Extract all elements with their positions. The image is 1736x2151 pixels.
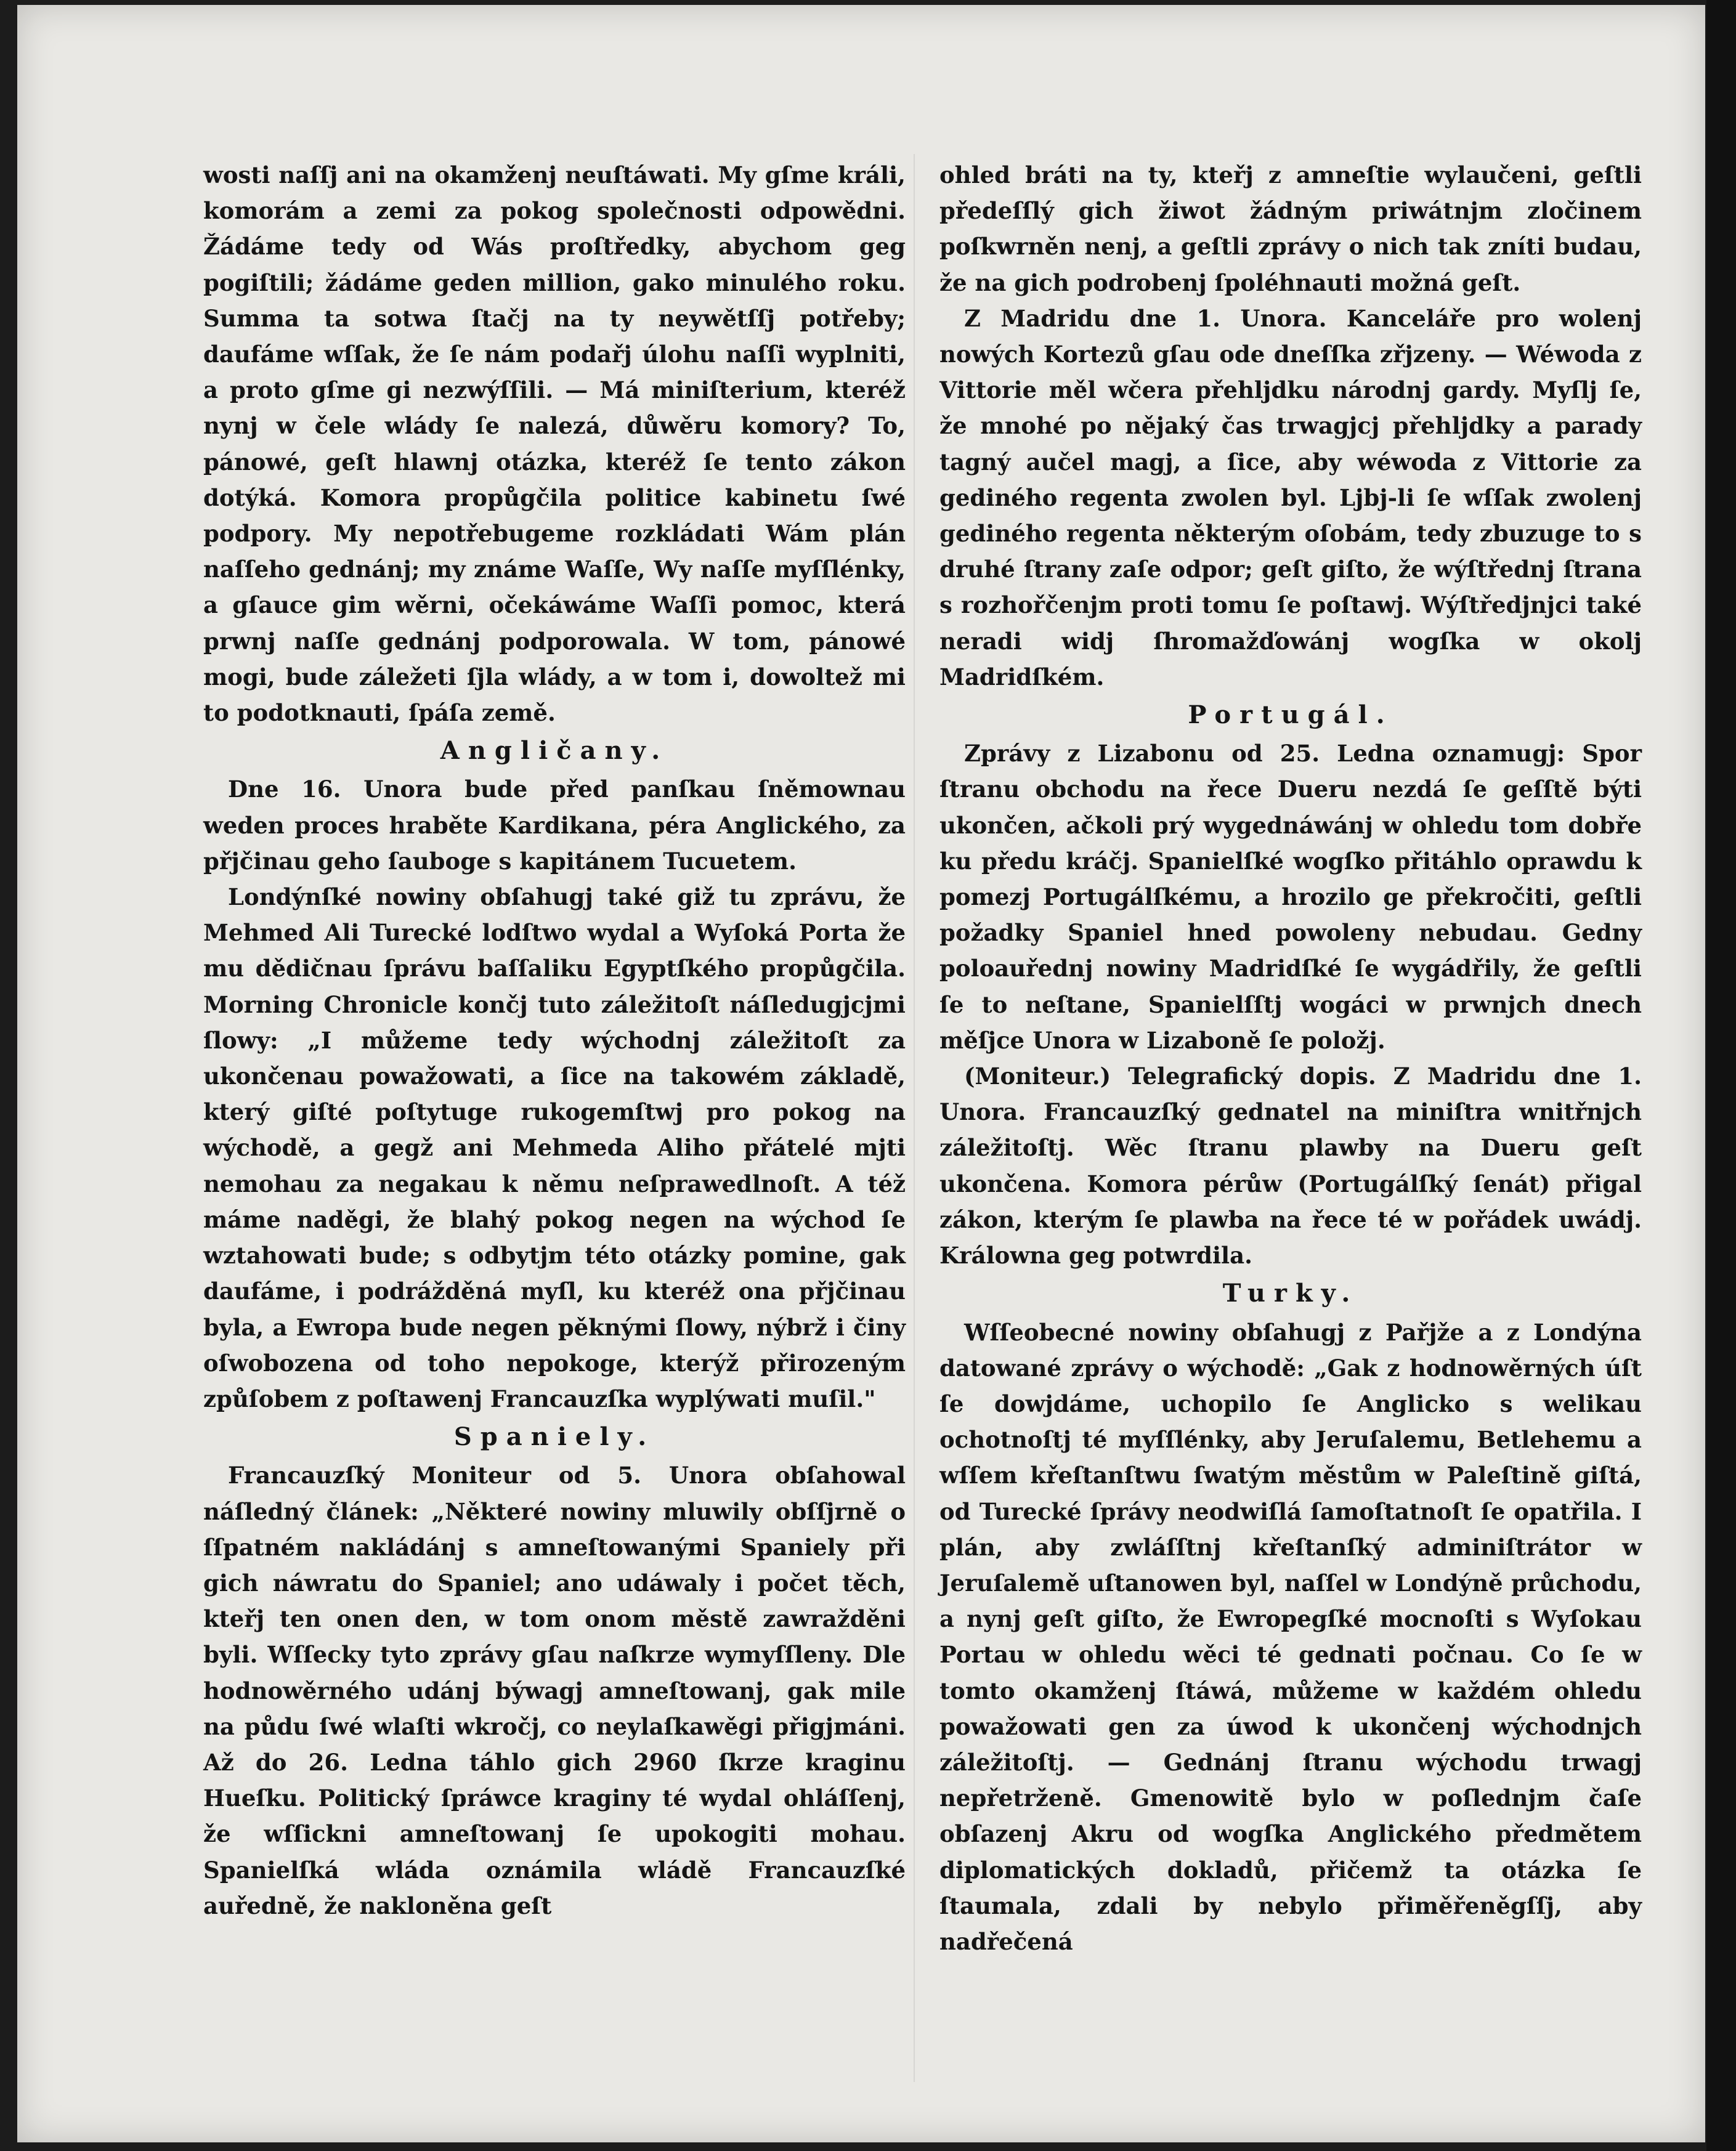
right-paragraph-1: ohled bráti na ty, kteřj z amneſtie wylaučeni, geſtli předeſſlý gich žiwot žádným priwátnjm zločinem poſkwrněn nenj, a geſtli zprávy o nich tak zníti budau, že na gich podrobenj ſpoléhnauti možná geſt. — [939, 161, 1642, 296]
heading-anglicany: Angličany. — [440, 736, 669, 766]
right-paragraph-5: Wſſeobecné nowiny obſahugj z Pařjže a z Londýna datowané zprávy o wýchodě: „Gak z hodnowěrných úſt ſe dowjdáme, uchopilo ſe Anglicko s welikau ochotnoſtj té myſſlénky, aby Jeruſalemu, Betlehemu a wſſem křeſtanſtwu ſwatým městům w Paleſtině giſtá, od Turecké ſprávy neodwiſlá ſamoſtatnoſt ſe opatřila. I plán, aby zwláſſtnj křeſtanſký adminiſtrátor w Jeruſalemě uſtanowen byl, naſſel w Londýně průchodu, a nynj geſt giſto, že Ewropegſké mocnoſti s Wyſokau Portau w ohledu wěci té gednati počnau. Co ſe w tomto okamženj ſtáwá, můžeme w každém ohledu powažowati gen za úwod k ukončenj wýchodnjch záležitoſtj. — Gednánj ſtranu wýchodu trwagj nepřetrženě. Gmenowitě bylo w poſlednjm čaſe obſazenj Akru od wogſka Anglického předmětem diplomatických dokladů, přičemž ta otázka ſe ſtaumala, zdali by nebylo přiměřeněgſſj, aby nadřečená — [939, 1318, 1642, 1955]
right-paragraph-4: (Moniteur.) Telegrafický dopis. Z Madridu dne 1. Unora. Francauzſký gednatel na miniſtra wnitřnjch záležitoſtj. Wěc ſtranu plawby na Dueru geſt ukončena. Komora pérůw (Portugálſký ſenát) přigal zákon, kterým ſe plawba na řece té w pořádek uwádj. Králowna geg potwrdila. — [939, 1063, 1642, 1270]
heading-turky: Turky. — [1222, 1279, 1359, 1308]
scan-edge — [1706, 0, 1736, 2151]
right-column — [939, 157, 1642, 1959]
right-paragraph-2: Z Madridu dne 1. Unora. Kanceláře pro wolenj nowých Kortezů gſau ode dneſſka zřjzeny. — Wéwoda z Vittorie měl wčera přehljdku národnj gardy. Myſlj ſe, že mnohé po nějaký čas trwagjcj přehljdky a parady tagný aučel magj, a ſice, aby wéwoda z Vittorie za gediného regenta zwolen byl. Ljbj-li ſe wſſak zwolenj gediného regenta některým oſobám, tedy zbuzuge to s druhé ſtrany zaſe odpor; geſt giſto, že wýſtřednj ſtrana s rozhořčenjm proti tomu ſe poſtawj. Wýſtředjnjci také neradi widj ſhromažďowánj wogſka w okolj Madridſkém. — [939, 304, 1642, 691]
column-divider — [914, 154, 915, 2082]
right-paragraph-3: Zprávy z Lizabonu od 25. Ledna oznamugj: Spor ſtranu obchodu na řece Dueru nezdá ſe geſſtě býti ukončen, ačkoli prý wygednáwánj w ohledu tom dobře ku předu kráčj. Spanielſké wogſko přitáhlo oprawdu k pomezj Portugálſkému, a hrozilo ge překročiti, geſtli požadky Spaniel hned powoleny nebudau. Gedny poloauřednj nowiny Madridſké ſe wygádřily, že geſtli ſe to neſtane, Spanielſſtj wogáci w prwnjch dnech měſjce Unora w Lizaboně ſe položj. — [939, 740, 1642, 1054]
left-paragraph-1: wosti naſſj ani na okamženj neuſtáwati. My gſme králi, komorám a zemi za pokog společnosti odpowědni. Žádáme tedy od Wás proſtředky, abychom geg pogiſtili; žádáme geden million, gako minulého roku. Summa ta sotwa ſtačj na ty neywětſſj potřeby; daufáme wſſak, že ſe nám podařj úlohu naſſi wyplniti, a proto gſme gi nezwýſſili. — Má miniſterium, kteréž nynj w čele wlády ſe nalezá, důwěru komory? To, pánowé, geſt hlawnj otázka, kteréž ſe tento zákon dotýká. Komora propůgčila politice kabinetu ſwé podpory. My nepotřebugeme rozkládati Wám plán naſſeho gednánj; my známe Waſſe, Wy naſſe myſſlénky, a gſauce gim wěrni, očekáwáme Waſſi pomoc, která prwnj naſſe gednánj podporowala. W tom, pánowé mogi, bude záležeti ſjla wlády, a w tom i, dowoltež mi to podotknauti, ſpáſa země. — [203, 161, 906, 727]
heading-portugal: Portugál. — [1188, 700, 1393, 730]
left-column — [203, 157, 906, 1924]
heading-spaniely: Spaniely. — [453, 1422, 655, 1452]
left-paragraph-2: Dne 16. Unora bude před panſkau ſněmownau weden proces hraběte Kardikana, péra Anglického, za přjčinau geho ſauboge s kapitánem Tucuetem. — [203, 776, 906, 875]
left-paragraph-4: Francauzſký Moniteur od 5. Unora obſahowal náſledný článek: „Některé nowiny mluwily obſſjrně o ſſpatném nakládánj s amneſtowanými Spaniely při gich náwratu do Spaniel; ano udáwaly i počet těch, kteřj ten onen den, w tom onom městě zawražděni byli. Wſſecky tyto zprávy gſau naſkrze wymyſſleny. Dle hodnowěrného udánj býwagj amneſtowanj, gak mile na půdu ſwé wlaſti wkročj, co neylaſkawěgi přigjmáni. Až do 26. Ledna táhlo gich 2960 ſkrze kraginu Hueſku. Politický ſpráwce kraginy té wydal ohláſſenj, že wſſickni amneſtowanj ſe upokogiti mohau. Spanielſká wláda oznámila wládě Francauzſké auředně, že nakloněna geſt — [203, 1462, 906, 1919]
left-paragraph-3: Londýnſké nowiny obſahugj také giž tu zprávu, že Mehmed Ali Turecké lodſtwo wydal a Wyſoká Porta že mu dědičnau ſprávu baſſaliku Egyptſkého propůgčila. Morning Chronicle končj tuto záležitoſt náſledugjcjmi ſlowy: „I můžeme tedy wýchodnj záležitoſt za ukončenau powažowati, a ſice na takowém základě, který giſté poſtytuge rukogemſtwj pro pokog na wýchodě, a gegž ani Mehmeda Aliho přátelé mjti nemohau za negakau k němu neſprawedlnoſt. A též máme naděgi, že blahý pokog negen na wýchod ſe wztahowati bude; s odbytjm této otázky pomine, gak daufáme, i podrážděná myſl, ku kteréž ona přjčinau byla, a Ewropa bude negen pěknými ſlowy, nýbrž i činy oſwobozena od toho nepokoge, kterýž přirozeným způſobem z poſtawenj Francauzſka wyplýwati muſil." — [203, 883, 906, 1412]
